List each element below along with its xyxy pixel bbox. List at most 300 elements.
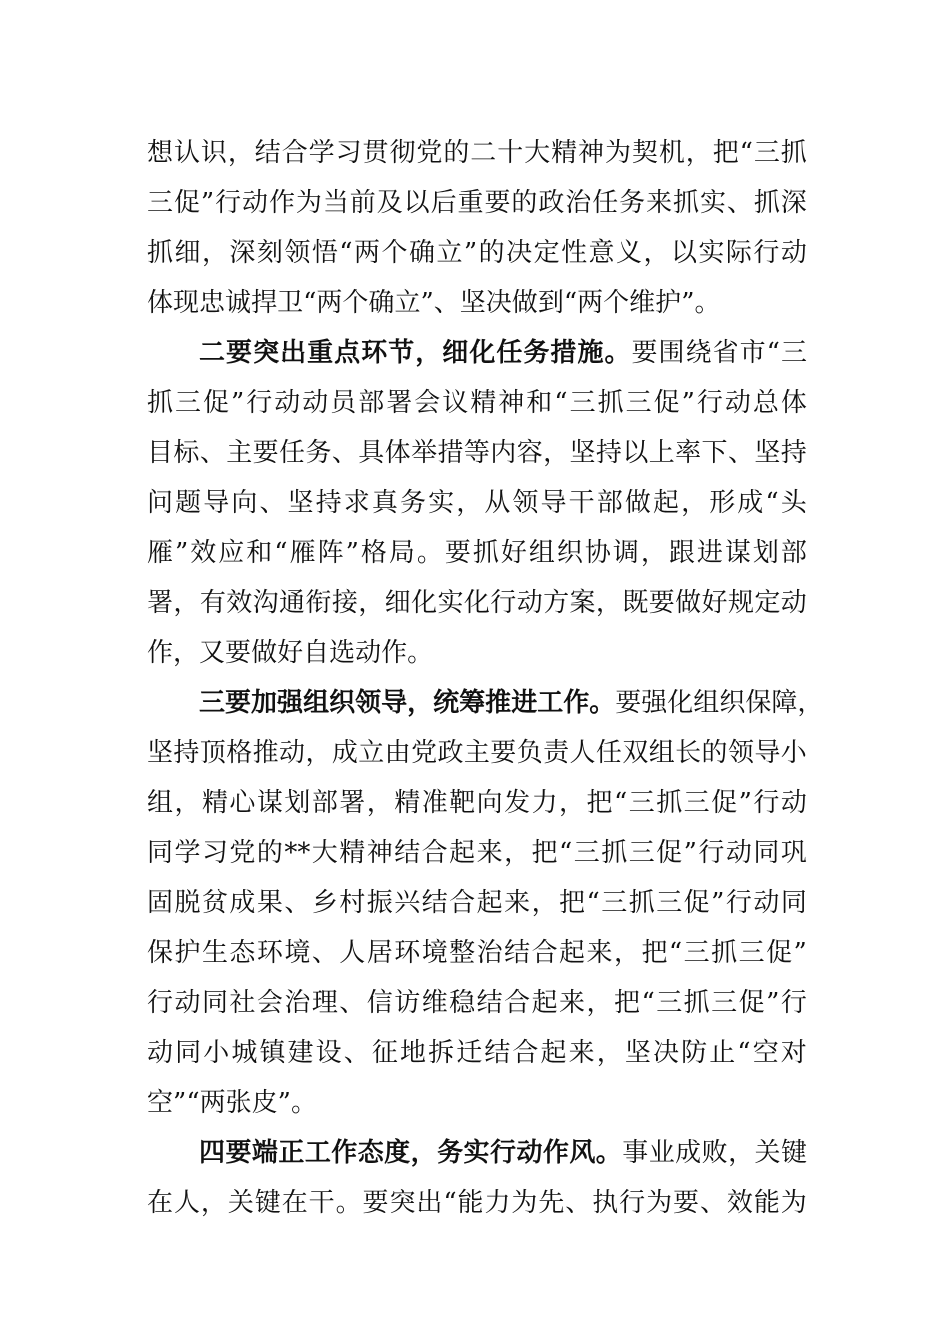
body-char: 部 <box>780 538 807 568</box>
body-char: 促 <box>766 938 793 968</box>
body-char: 成 <box>737 488 764 518</box>
body-char: 当 <box>322 188 349 218</box>
body-char: 员 <box>330 388 357 418</box>
body-char: 促 <box>653 388 680 418</box>
body-char: 、 <box>726 188 753 218</box>
body-char: 保 <box>147 938 174 968</box>
body-char: ， <box>173 638 200 668</box>
body-char: 动 <box>279 738 306 768</box>
body-char: 学 <box>308 138 335 168</box>
body-char: 行 <box>696 388 723 418</box>
body-char: 抓 <box>683 988 710 1018</box>
body-char: 刻 <box>256 238 283 268</box>
body-char: 抓 <box>147 388 174 418</box>
body-char: 形 <box>709 488 736 518</box>
body-char: 主 <box>226 438 253 468</box>
body-char: 动 <box>302 388 329 418</box>
bold-heading-char: 出 <box>280 338 307 368</box>
body-char: 发 <box>504 788 531 818</box>
body-char: 组 <box>648 738 675 768</box>
body-char: 方 <box>543 588 570 618</box>
body-char: 合 <box>281 138 308 168</box>
body-char: ， <box>201 238 228 268</box>
body-char: 好 <box>277 638 304 668</box>
body-char: 来 <box>646 188 673 218</box>
body-char: 行 <box>725 888 752 918</box>
body-char: 促 <box>203 388 230 418</box>
body-char: 小 <box>780 738 807 768</box>
body-char: 动 <box>174 988 201 1018</box>
bold-heading-char: 重 <box>307 338 334 368</box>
body-char: 务 <box>399 488 426 518</box>
body-char: 、 <box>565 1188 592 1218</box>
body-char: ， <box>613 938 640 968</box>
body-char: 障 <box>771 688 798 718</box>
body-char: 作 <box>268 188 295 218</box>
body-char: 来 <box>476 838 503 868</box>
body-char: 织 <box>556 538 583 568</box>
body-char: 向 <box>231 488 258 518</box>
body-char: 接 <box>331 588 358 618</box>
body-char: 来 <box>559 988 586 1018</box>
body-char: 两 <box>577 288 604 318</box>
body-char: 两 <box>199 1088 226 1118</box>
body-char: 结 <box>394 838 421 868</box>
body-char: 合 <box>449 888 476 918</box>
body-char: ， <box>586 988 613 1018</box>
body-char: 为 <box>295 188 322 218</box>
body-char: 整 <box>449 938 476 968</box>
body-char: “ <box>586 888 600 918</box>
body-char: “ <box>274 538 288 568</box>
body-char: 做 <box>624 488 651 518</box>
body-char: 抓 <box>711 938 738 968</box>
body-char: 总 <box>752 388 779 418</box>
bold-heading-char: 细 <box>442 338 469 368</box>
body-char: 识 <box>200 138 227 168</box>
body-char: 的 <box>511 188 538 218</box>
body-char: 要 <box>225 638 252 668</box>
body-char: ** <box>284 838 311 868</box>
text-line <box>147 928 807 978</box>
body-char: 护 <box>174 938 201 968</box>
body-char: 持 <box>173 738 200 768</box>
body-char: 精 <box>339 838 366 868</box>
body-char: 个 <box>381 238 408 268</box>
body-char: 捍 <box>251 288 278 318</box>
body-char: 三 <box>175 388 202 418</box>
body-char: 协 <box>584 538 611 568</box>
text-line <box>147 128 807 178</box>
body-char: ” <box>463 238 478 268</box>
body-char: 在 <box>281 1188 308 1218</box>
body-char: 动 <box>780 788 807 818</box>
body-char: 行 <box>490 588 517 618</box>
body-char: 诚 <box>225 288 252 318</box>
body-char: 干 <box>308 1188 335 1218</box>
body-char: 导 <box>540 488 567 518</box>
body-char: 行 <box>246 388 273 418</box>
body-char: ， <box>681 488 708 518</box>
body-char: 又 <box>199 638 226 668</box>
body-char: 动 <box>724 388 751 418</box>
body-char: 化 <box>667 688 694 718</box>
body-char: 抓 <box>147 238 174 268</box>
body-char: 张 <box>225 1088 252 1118</box>
text-line <box>147 378 807 428</box>
bold-heading-char: 度 <box>384 1138 411 1168</box>
body-char: 护 <box>655 288 682 318</box>
body-char: 为 <box>646 1188 673 1218</box>
body-char: 行 <box>753 788 780 818</box>
body-char: 性 <box>561 238 588 268</box>
body-char: 村 <box>339 888 366 918</box>
body-char: ” <box>277 1088 291 1118</box>
body-char: 内 <box>490 438 517 468</box>
body-char: ， <box>685 138 712 168</box>
body-char: “ <box>739 138 753 168</box>
body-char: 作 <box>381 638 408 668</box>
bold-heading-char: 务 <box>523 338 550 368</box>
body-char: 的 <box>256 838 283 868</box>
body-char: 立 <box>358 738 385 768</box>
body-char: 容 <box>516 438 543 468</box>
body-char: 。 <box>416 538 443 568</box>
body-char: 两 <box>354 238 381 268</box>
body-char: 局 <box>388 538 415 568</box>
body-char: 后 <box>430 188 457 218</box>
body-char: 三 <box>573 838 600 868</box>
body-char: 率 <box>675 438 702 468</box>
body-char: 、 <box>433 288 460 318</box>
body-char: 划 <box>284 788 311 818</box>
body-char: 具 <box>358 438 385 468</box>
body-char: 心 <box>229 788 256 818</box>
body-char: 坚 <box>754 438 781 468</box>
body-char: ” <box>200 188 215 218</box>
bold-heading-char: 措 <box>550 338 577 368</box>
body-char: 社 <box>229 988 256 1018</box>
body-char: 精 <box>470 388 497 418</box>
bold-heading-char: 推 <box>485 688 512 718</box>
body-char: ” <box>231 388 245 418</box>
body-char: 织 <box>719 688 746 718</box>
body-char: 既 <box>622 588 649 618</box>
body-char: 合 <box>512 1038 539 1068</box>
body-char: ” <box>681 388 695 418</box>
body-char: 、 <box>199 438 226 468</box>
body-char: 神 <box>366 838 393 868</box>
body-char: ” <box>175 538 189 568</box>
bold-heading-char: 动 <box>516 1138 543 1168</box>
body-char: 键 <box>780 1138 807 1168</box>
text-line <box>147 678 824 728</box>
body-char: 向 <box>476 788 503 818</box>
body-char: 政 <box>437 738 464 768</box>
body-char: 个 <box>342 288 369 318</box>
body-char: 的 <box>443 138 470 168</box>
body-char: 干 <box>568 488 595 518</box>
body-char: 键 <box>254 1188 281 1218</box>
body-char: 意 <box>588 238 615 268</box>
bold-heading-char: 统 <box>433 688 460 718</box>
body-char: 做 <box>251 638 278 668</box>
body-char: 果 <box>256 888 283 918</box>
bold-heading-char: ， <box>415 338 442 368</box>
body-char: 务 <box>619 188 646 218</box>
body-char: 前 <box>349 188 376 218</box>
body-char: 实 <box>428 488 455 518</box>
body-char: 卫 <box>277 288 304 318</box>
body-char: 把 <box>613 988 640 1018</box>
body-char: “ <box>303 288 317 318</box>
body-char: “ <box>339 238 353 268</box>
body-char: 皮 <box>251 1088 278 1118</box>
bold-heading-char: 筹 <box>459 688 486 718</box>
body-char: 神 <box>498 388 525 418</box>
document-body <box>147 128 824 1228</box>
body-char: ， <box>728 1138 755 1168</box>
body-char: “ <box>765 488 779 518</box>
body-char: 案 <box>569 588 596 618</box>
body-char: 省 <box>712 338 739 368</box>
body-char: 细 <box>174 238 201 268</box>
bold-heading-char: 组 <box>303 688 330 718</box>
body-char: 起 <box>531 988 558 1018</box>
body-char: ， <box>596 1038 623 1068</box>
body-char: 双 <box>622 738 649 768</box>
bold-heading-char: 。 <box>595 1138 622 1168</box>
body-char: 抓 <box>780 138 807 168</box>
body-char: 的 <box>701 738 728 768</box>
body-char: 化 <box>463 588 490 618</box>
body-char: ” <box>738 788 752 818</box>
body-char: 应 <box>218 538 245 568</box>
body-char: 三 <box>625 388 652 418</box>
body-char: 部 <box>311 788 338 818</box>
bold-heading-char: 工 <box>304 1138 331 1168</box>
body-char: 治 <box>284 988 311 1018</box>
body-char: 从 <box>484 488 511 518</box>
body-char: ” <box>345 538 359 568</box>
body-char: ” <box>420 288 434 318</box>
body-char: 通 <box>279 588 306 618</box>
body-char: 沟 <box>252 588 279 618</box>
bold-heading-char: 三 <box>199 688 226 718</box>
body-char: 把 <box>559 888 586 918</box>
body-char: 导 <box>203 488 230 518</box>
body-char: 行 <box>619 1188 646 1218</box>
body-char: 际 <box>725 238 752 268</box>
body-char: 大 <box>311 838 338 868</box>
body-char: 起 <box>476 888 503 918</box>
body-char: 坚 <box>147 738 174 768</box>
body-char: 要 <box>615 688 642 718</box>
body-char: 。 <box>694 288 721 318</box>
body-char: ， <box>358 588 385 618</box>
body-char: ， <box>366 788 393 818</box>
body-char: 人 <box>339 938 366 968</box>
body-char: 雁 <box>147 538 174 568</box>
body-char: 重 <box>457 188 484 218</box>
body-char: “ <box>668 938 683 968</box>
body-char: 态 <box>229 938 256 968</box>
body-char: 动 <box>242 188 269 218</box>
body-char: ” <box>683 838 697 868</box>
body-char: “ <box>641 988 655 1018</box>
body-char: 以 <box>622 438 649 468</box>
body-char: 空 <box>752 1038 779 1068</box>
body-char: 部 <box>596 488 623 518</box>
body-char: 建 <box>287 1038 314 1068</box>
body-char: 长 <box>675 738 702 768</box>
body-char: 三 <box>683 788 710 818</box>
body-char: 动 <box>355 638 382 668</box>
text-line <box>147 1128 807 1178</box>
text-line <box>147 278 807 328</box>
body-char: 行 <box>215 188 242 218</box>
body-char: 强 <box>641 688 668 718</box>
body-char: 促 <box>656 838 683 868</box>
body-char: 迁 <box>456 1038 483 1068</box>
body-char: 。 <box>407 638 434 668</box>
body-char: 及 <box>376 188 403 218</box>
body-char: 抓 <box>472 538 499 568</box>
body-char: 三 <box>569 388 596 418</box>
text-line <box>147 1028 807 1078</box>
body-char: 和 <box>246 538 273 568</box>
text-line <box>147 328 807 378</box>
body-char: 行 <box>698 838 725 868</box>
body-char: 、 <box>727 438 754 468</box>
body-char: 治 <box>476 938 503 968</box>
body-char: ， <box>173 588 200 618</box>
body-char: 同 <box>201 988 228 1018</box>
body-char: 围 <box>658 338 685 368</box>
body-char: 在 <box>147 1188 174 1218</box>
body-char: 习 <box>201 838 228 868</box>
body-char: 彻 <box>389 138 416 168</box>
body-char: 环 <box>394 938 421 968</box>
text-line <box>147 478 807 528</box>
bold-heading-char: 正 <box>278 1138 305 1168</box>
body-char: ， <box>531 888 558 918</box>
body-char: 要 <box>444 538 471 568</box>
body-char: 人 <box>569 738 596 768</box>
body-char: 起 <box>449 838 476 868</box>
body-char: 契 <box>631 138 658 168</box>
body-char: 业 <box>648 1138 675 1168</box>
body-char: 能 <box>457 1188 484 1218</box>
bold-heading-char: 加 <box>251 688 278 718</box>
body-char: 、 <box>343 1038 370 1068</box>
text-line <box>147 978 807 1028</box>
bold-heading-char: 环 <box>361 338 388 368</box>
body-char: 领 <box>512 488 539 518</box>
body-char: 定 <box>533 238 560 268</box>
bold-heading-char: ， <box>407 688 434 718</box>
bold-heading-char: 端 <box>251 1138 278 1168</box>
body-char: 大 <box>524 138 551 168</box>
body-char: 为 <box>511 1188 538 1218</box>
body-char: 把 <box>641 938 668 968</box>
body-char: 机 <box>658 138 685 168</box>
body-char: 三 <box>628 788 655 818</box>
body-char: ” <box>793 938 807 968</box>
body-char: 决 <box>652 1038 679 1068</box>
body-char: 规 <box>727 588 754 618</box>
body-char: 等 <box>463 438 490 468</box>
body-char: 署 <box>386 388 413 418</box>
body-char: 雁 <box>289 538 316 568</box>
body-char: 有 <box>199 588 226 618</box>
bold-heading-char: 作 <box>542 1138 569 1168</box>
body-char: ” <box>173 1088 187 1118</box>
body-char: 推 <box>252 738 279 768</box>
body-char: 细 <box>384 588 411 618</box>
body-char: 、 <box>259 488 286 518</box>
body-char: 治 <box>565 188 592 218</box>
body-char: 求 <box>343 488 370 518</box>
bold-heading-char: 化 <box>469 338 496 368</box>
body-char: 务 <box>305 438 332 468</box>
body-char: 任 <box>592 188 619 218</box>
body-char: 行 <box>780 988 807 1018</box>
body-char: 兴 <box>394 888 421 918</box>
body-char: 同 <box>753 838 780 868</box>
body-char: 维 <box>421 988 448 1018</box>
body-char: 生 <box>201 938 228 968</box>
body-char: ” <box>766 988 780 1018</box>
body-char: 效 <box>226 588 253 618</box>
body-char: 为 <box>780 1188 807 1218</box>
body-char: 任 <box>279 438 306 468</box>
body-char: 领 <box>284 238 311 268</box>
body-char: 结 <box>504 938 531 968</box>
body-char: 稳 <box>449 988 476 1018</box>
body-char: 坚 <box>459 288 486 318</box>
body-char: 败 <box>701 1138 728 1168</box>
body-char: 要 <box>252 438 279 468</box>
body-char: 巩 <box>780 838 807 868</box>
bold-heading-char: 。 <box>604 338 631 368</box>
body-char: 执 <box>592 1188 619 1218</box>
body-char: 要 <box>362 1188 389 1218</box>
body-char: 对 <box>780 1038 807 1068</box>
body-char: 确 <box>368 288 395 318</box>
body-char: 实 <box>437 588 464 618</box>
body-char: 成 <box>675 1138 702 1168</box>
text-line <box>147 1078 807 1128</box>
body-char: 振 <box>366 888 393 918</box>
body-char: 力 <box>484 1188 511 1218</box>
bold-heading-char: 织 <box>329 688 356 718</box>
body-char: ， <box>504 838 531 868</box>
body-char: 好 <box>701 588 728 618</box>
body-char: 准 <box>421 788 448 818</box>
body-char: 和 <box>526 388 553 418</box>
bold-heading-char: 点 <box>334 338 361 368</box>
body-char: 主 <box>463 738 490 768</box>
bold-heading-char: 态 <box>357 1138 384 1168</box>
body-char: 合 <box>531 938 558 968</box>
body-char: 深 <box>780 188 807 218</box>
body-char: 抓 <box>753 188 780 218</box>
body-char: 抓 <box>628 888 655 918</box>
body-char: 下 <box>701 438 728 468</box>
body-char: 访 <box>394 988 421 1018</box>
body-char: 结 <box>254 138 281 168</box>
